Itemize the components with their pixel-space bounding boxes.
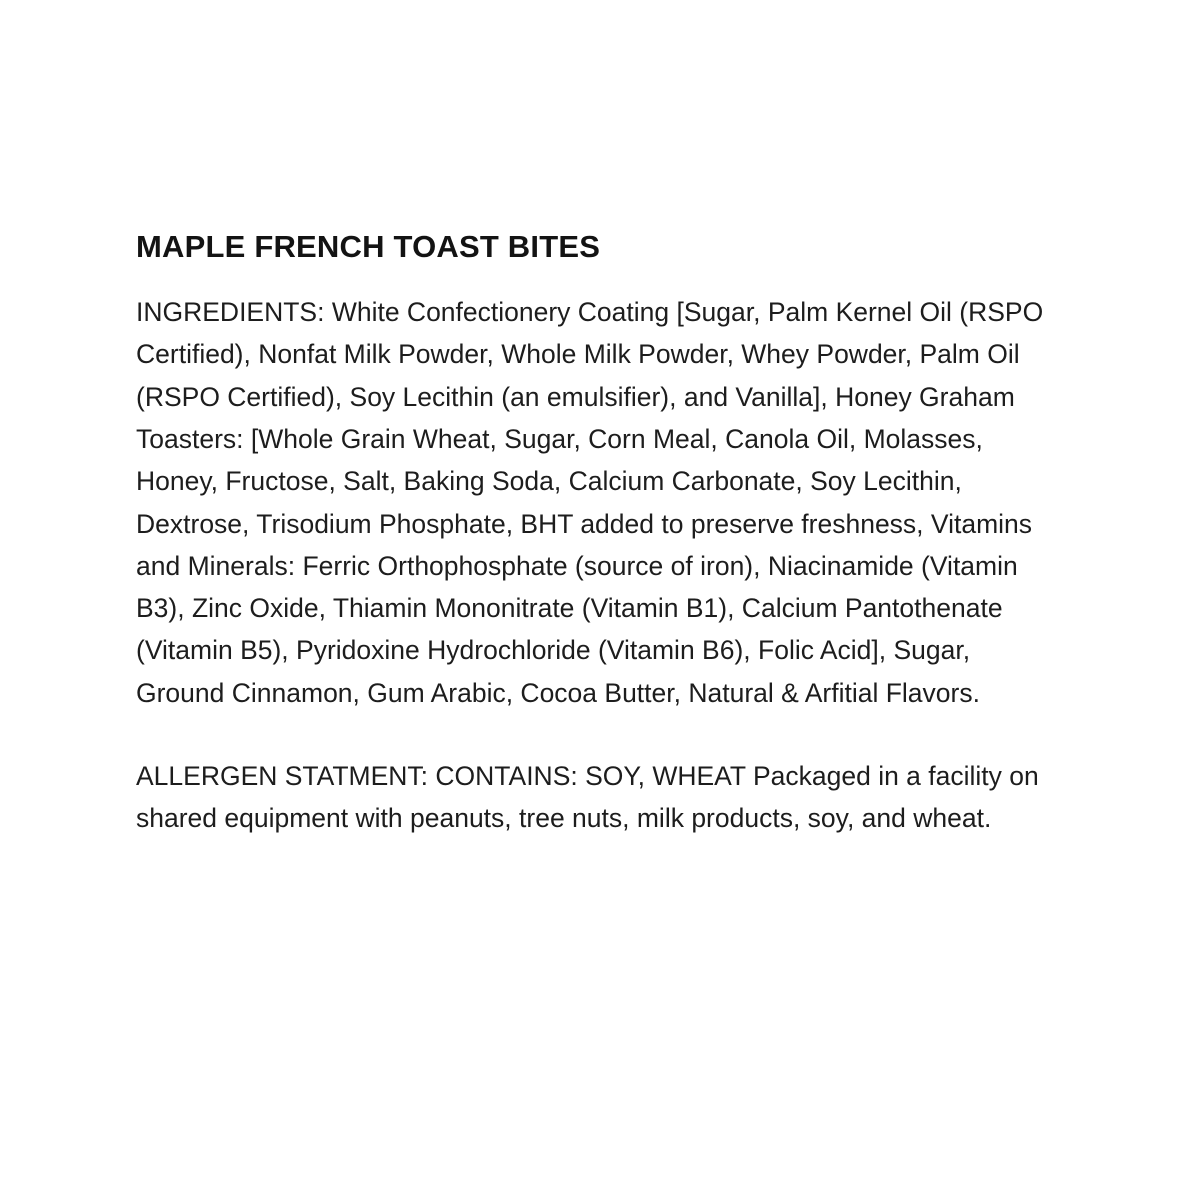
paragraph-divider xyxy=(136,714,1064,755)
page-title: MAPLE FRENCH TOAST BITES xyxy=(136,229,601,264)
ingredients-paragraph: INGREDIENTS: White Confectionery Coating [Sugar, Palm Kernel Oil (RSPO Certified), Nonfat Milk Powder, Whole Milk Powder, Whey Powder, Palm Oil (RSPO Certified), Soy Lecithin (an emulsifier), and Vanilla], Honey Graham Toasters: [Whole Grain Wheat, Sugar, Corn Meal, Canola Oil, Molasses, Honey, Fructose, Salt, Baking Soda, Calcium Carbonate, Soy Lecithin, Dextrose, Trisodium Phosphate, BHT added to preserve freshness, Vitamins and Minerals: Ferric Orthophosphate (source of iron), Niacinamide (Vitamin B3), Zinc Oxide, Thiamin Mononitrate (Vitamin B1), Calcium Pantothenate (Vitamin B5), Pyridoxine Hydrochloride (Vitamin B6), Folic Acid], Sugar, Ground Cinnamon, Gum Arabic, Cocoa Butter, Natural & Arfitial Flavors. xyxy=(136,297,1051,708)
allergen-statement-paragraph: ALLERGEN STATMENT: CONTAINS: SOY, WHEAT Packaged in a facility on shared equipment with peanuts, tree nuts, milk products, soy, and wheat. xyxy=(136,760,1047,834)
